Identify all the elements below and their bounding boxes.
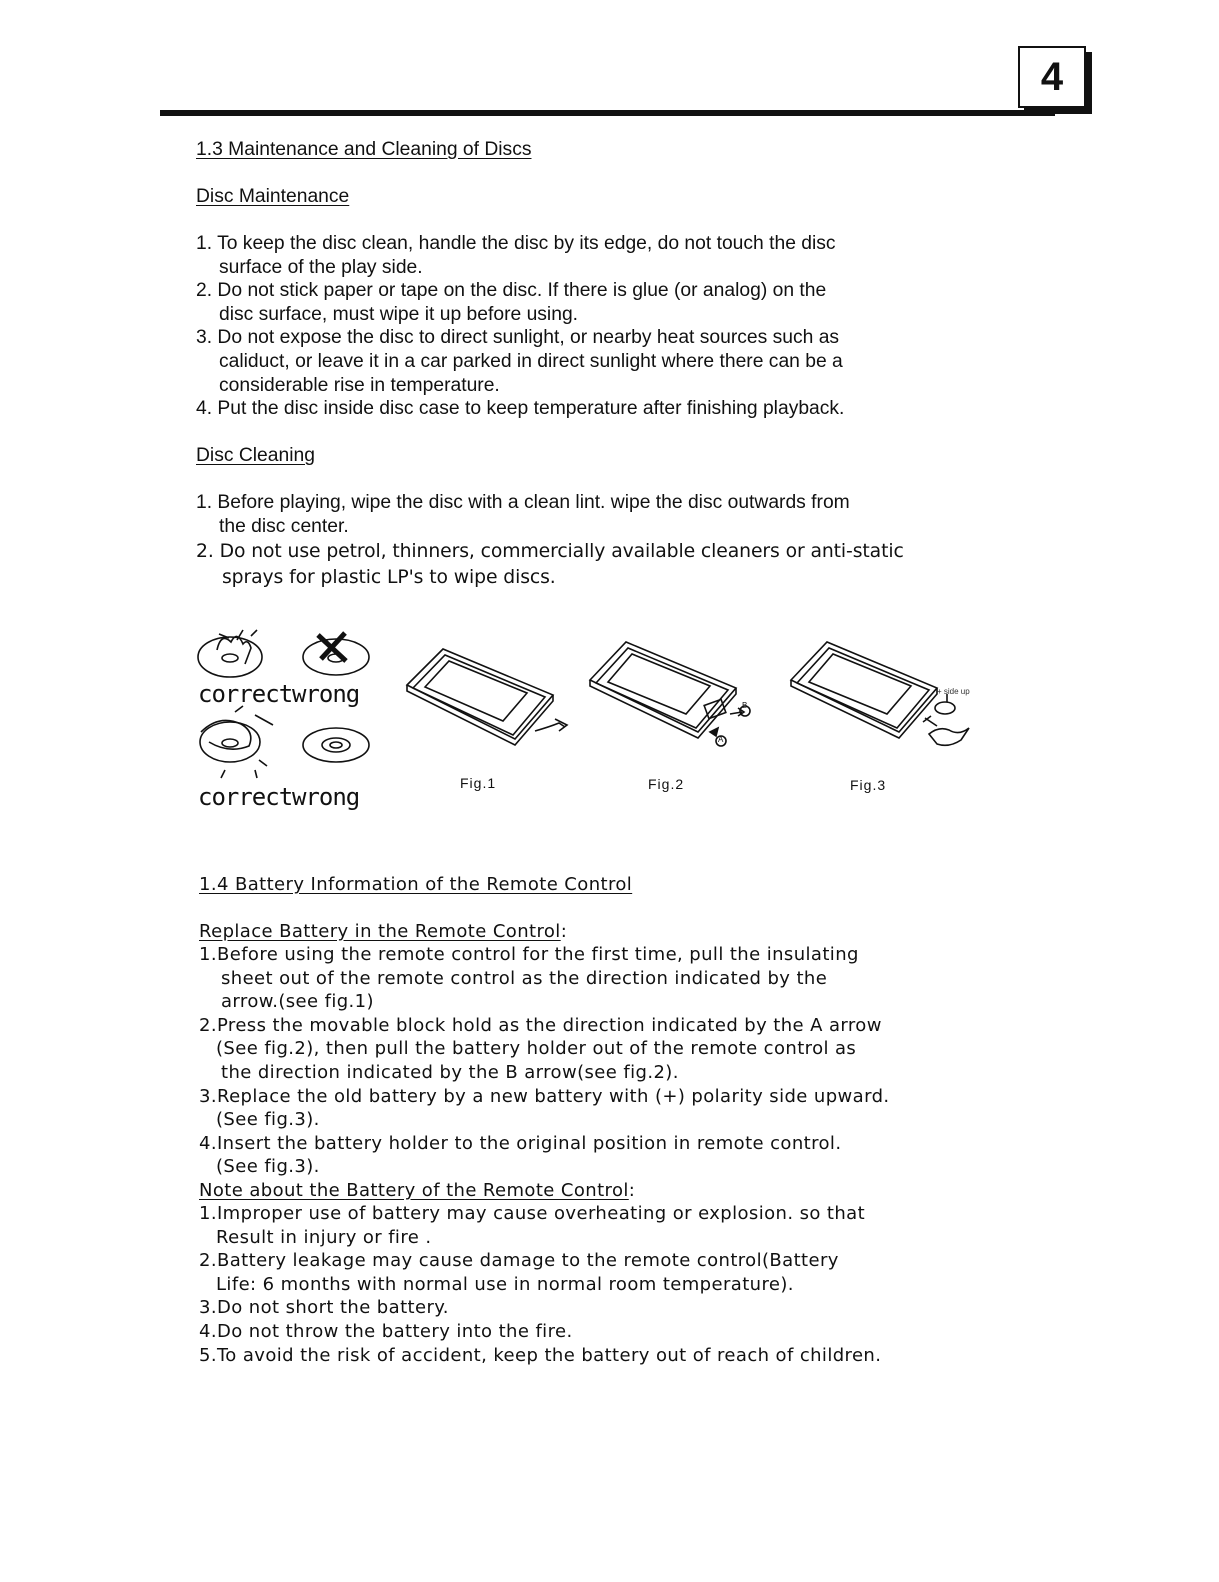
list-item: 2.Press the movable block hold as the direction indicated by the A arrow [199, 1014, 882, 1036]
list-item-continuation: arrow.(see fig.1) [221, 991, 374, 1013]
replace-battery-heading-row [199, 920, 567, 944]
heading-colon: : [560, 921, 568, 942]
page-number: 4 [1018, 46, 1086, 108]
list-item-continuation: the disc center. [219, 515, 349, 537]
list-item: 3.Replace the old battery by a new battery with (+) polarity side upward. [199, 1085, 890, 1107]
disc-cleaning-list [196, 491, 850, 538]
list-item: 4.Do not throw the battery into the fire. [199, 1320, 573, 1342]
list-item: 4. Put the disc inside disc case to keep temperature after finishing playback. [196, 398, 845, 420]
battery-note-heading: Note about the Battery of the Remote Control [199, 1180, 629, 1201]
disc-label-correct: correct [198, 680, 293, 708]
fig3-note: + side up [937, 687, 970, 696]
list-item-continuation: surface of the play side. [219, 256, 423, 278]
list-item: 1.Before using the remote control for the first time, pull the insulating [199, 944, 859, 965]
header-rule [160, 110, 1055, 116]
battery-note-list [199, 1202, 881, 1367]
list-item-continuation: Life: 6 months with normal use in normal room temperature). [216, 1273, 794, 1295]
list-item: 4.Insert the battery holder to the original position in remote control. [199, 1132, 842, 1154]
section-14-heading: 1.4 Battery Information of the Remote Control [199, 874, 633, 895]
list-item: 5.To avoid the risk of accident, keep the battery out of reach of children. [199, 1344, 882, 1366]
list-item-continuation: caliduct, or leave it in a car parked in direct sunlight where there can be a [219, 350, 843, 372]
list-item-continuation: Result in injury or fire . [216, 1226, 432, 1248]
list-item: 2. Do not use petrol, thinners, commercially available cleaners or anti-static [196, 541, 904, 562]
disc-cleaning-heading: Disc Cleaning [196, 445, 315, 466]
fig2-marker-a: A [718, 735, 724, 744]
list-item-continuation: sheet out of the remote control as the direction indicated by the [221, 967, 828, 989]
list-item: 1.Improper use of battery may cause overheating or explosion. so that [199, 1203, 866, 1224]
figure-caption: Fig.3 [850, 777, 887, 793]
list-item-continuation: (See fig.2), then pull the battery holder out of the remote control as [216, 1038, 857, 1060]
list-item: 2.Battery leakage may cause damage to the remote control(Battery [199, 1250, 839, 1272]
list-item-continuation: (See fig.3). [216, 1156, 320, 1178]
replace-battery-heading: Replace Battery in the Remote Control [199, 921, 561, 942]
disc-label-correct: correct [198, 783, 293, 811]
list-item: 3.Do not short the battery. [199, 1297, 449, 1319]
disc-maintenance-list [196, 232, 844, 421]
list-item: 1. Before playing, wipe the disc with a clean lint. wipe the disc outwards from [196, 492, 850, 513]
battery-note-heading-row [199, 1179, 635, 1203]
list-item-continuation: (See fig.3). [216, 1109, 320, 1131]
list-item-continuation: disc surface, must wipe it up before using. [219, 303, 579, 325]
disc-maintenance-heading: Disc Maintenance [196, 186, 350, 207]
remote-fig2-icon [588, 638, 758, 748]
list-item-continuation: considerable rise in temperature. [219, 374, 500, 396]
list-item: 2. Do not stick paper or tape on the disc. If there is glue (or analog) on the [196, 280, 827, 302]
list-item-continuation: sprays for plastic LP's to wipe discs. [222, 567, 556, 588]
remote-fig1-icon [405, 643, 575, 753]
section-13-heading: 1.3 Maintenance and Cleaning of Discs [196, 139, 532, 160]
replace-battery-list [199, 943, 890, 1179]
list-item: 3. Do not expose the disc to direct sunlight, or nearby heat sources such as [196, 327, 840, 349]
figure-caption: Fig.2 [648, 776, 685, 792]
figure-caption: Fig.1 [460, 775, 497, 791]
disc-label-wrong: wrong [292, 783, 360, 811]
list-item-continuation: the direction indicated by the B arrow(see fig.2). [221, 1061, 679, 1083]
disc-sketches-icon [195, 620, 385, 810]
heading-colon: : [628, 1180, 636, 1201]
list-item: 1. To keep the disc clean, handle the disc by its edge, do not touch the disc [196, 233, 836, 254]
fig2-marker-b: B [742, 701, 748, 710]
disc-label-wrong: wrong [292, 680, 360, 708]
